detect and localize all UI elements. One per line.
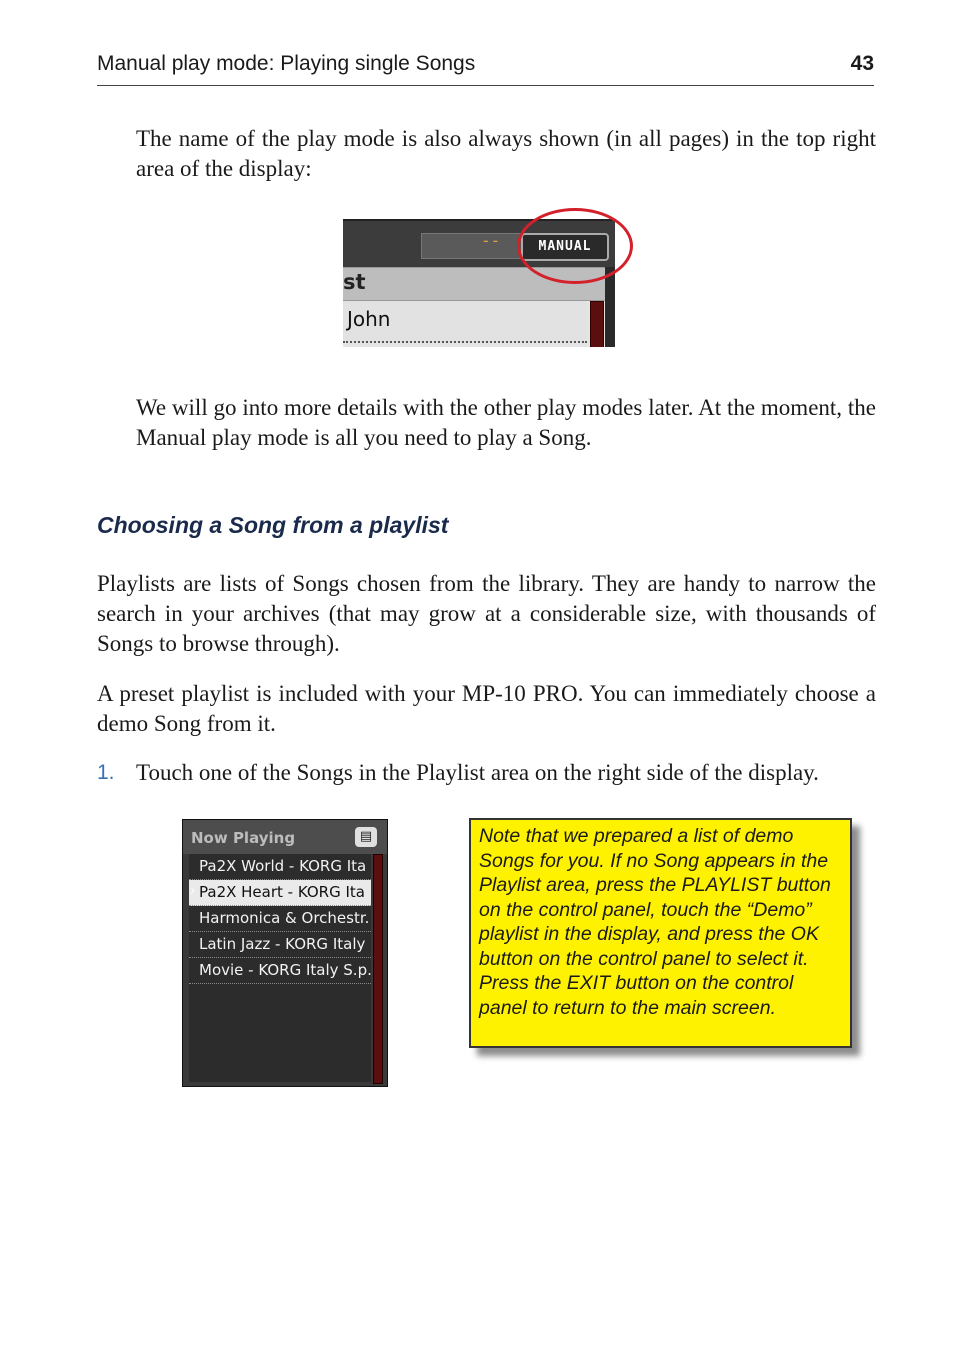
playlist-screenshot — [182, 819, 388, 1087]
playlist-item-label: Latin Jazz - KORG Italy — [199, 935, 366, 953]
menu-icon[interactable]: ▤ — [355, 827, 377, 847]
display-list-row — [343, 301, 587, 343]
now-playing-header — [183, 820, 387, 854]
intro-paragraph: The name of the play mode is also always shown (in all pages) in the top right area of the display: — [136, 126, 876, 181]
display-header-text: st — [343, 270, 366, 294]
section-heading: Choosing a Song from a playlist — [97, 512, 449, 538]
playlist-list — [189, 854, 371, 1082]
details-paragraph: We will go into more details with the other play modes later. At the moment, the Manual play mode is all you need to play a Song. — [136, 395, 876, 450]
playlists-paragraph: Playlists are lists of Songs chosen from the library. They are handy to narrow the search in your archives (that may grow at a considerable size, with thousands of Songs to browse through). — [97, 571, 876, 656]
playlist-item[interactable] — [189, 906, 371, 932]
page-number: 43 — [850, 52, 874, 75]
display-field — [421, 233, 523, 259]
display-row-text: John — [347, 307, 391, 331]
display-dash: -- — [481, 231, 501, 250]
preset-paragraph: A preset playlist is included with your MP-10 PRO. You can immediately choose a demo Song from it. — [97, 681, 876, 736]
playlist-scrollbar[interactable] — [373, 854, 383, 1084]
note-box: Note that we prepared a list of demo Songs for you. If no Song appears in the Playlist area, press the PLAYLIST button on the control panel, touch the “Demo” playlist in the display, and press the OK button on the control panel to select it. Press the EXIT button on the control panel to return to the main screen. — [469, 818, 852, 1048]
playlist-item-label: Movie - KORG Italy S.p. — [199, 961, 372, 979]
playlist-item-label: Pa2X Heart - KORG Ita — [199, 883, 365, 901]
playlist-item[interactable] — [189, 958, 371, 984]
highlight-circle — [517, 208, 633, 284]
header-rule — [97, 85, 874, 86]
playlist-item[interactable] — [189, 932, 371, 958]
header-title: Manual play mode: Playing single Songs — [97, 52, 476, 75]
playlist-item-label: Harmonica & Orchestr. — [199, 909, 370, 927]
step-number: 1. — [97, 761, 115, 784]
playlist-item[interactable] — [189, 854, 371, 880]
playlist-item-label: Pa2X World - KORG Ita — [199, 857, 367, 875]
cursor-icon: › — [190, 883, 196, 899]
now-playing-title: Now Playing — [191, 829, 296, 847]
step-text: Touch one of the Songs in the Playlist area on the right side of the display. — [136, 760, 819, 785]
display-edge — [605, 267, 615, 347]
playlist-item-selected[interactable] — [189, 880, 371, 906]
manual-mode-badge: MANUAL — [521, 233, 609, 261]
display-scrollbar — [590, 301, 604, 347]
